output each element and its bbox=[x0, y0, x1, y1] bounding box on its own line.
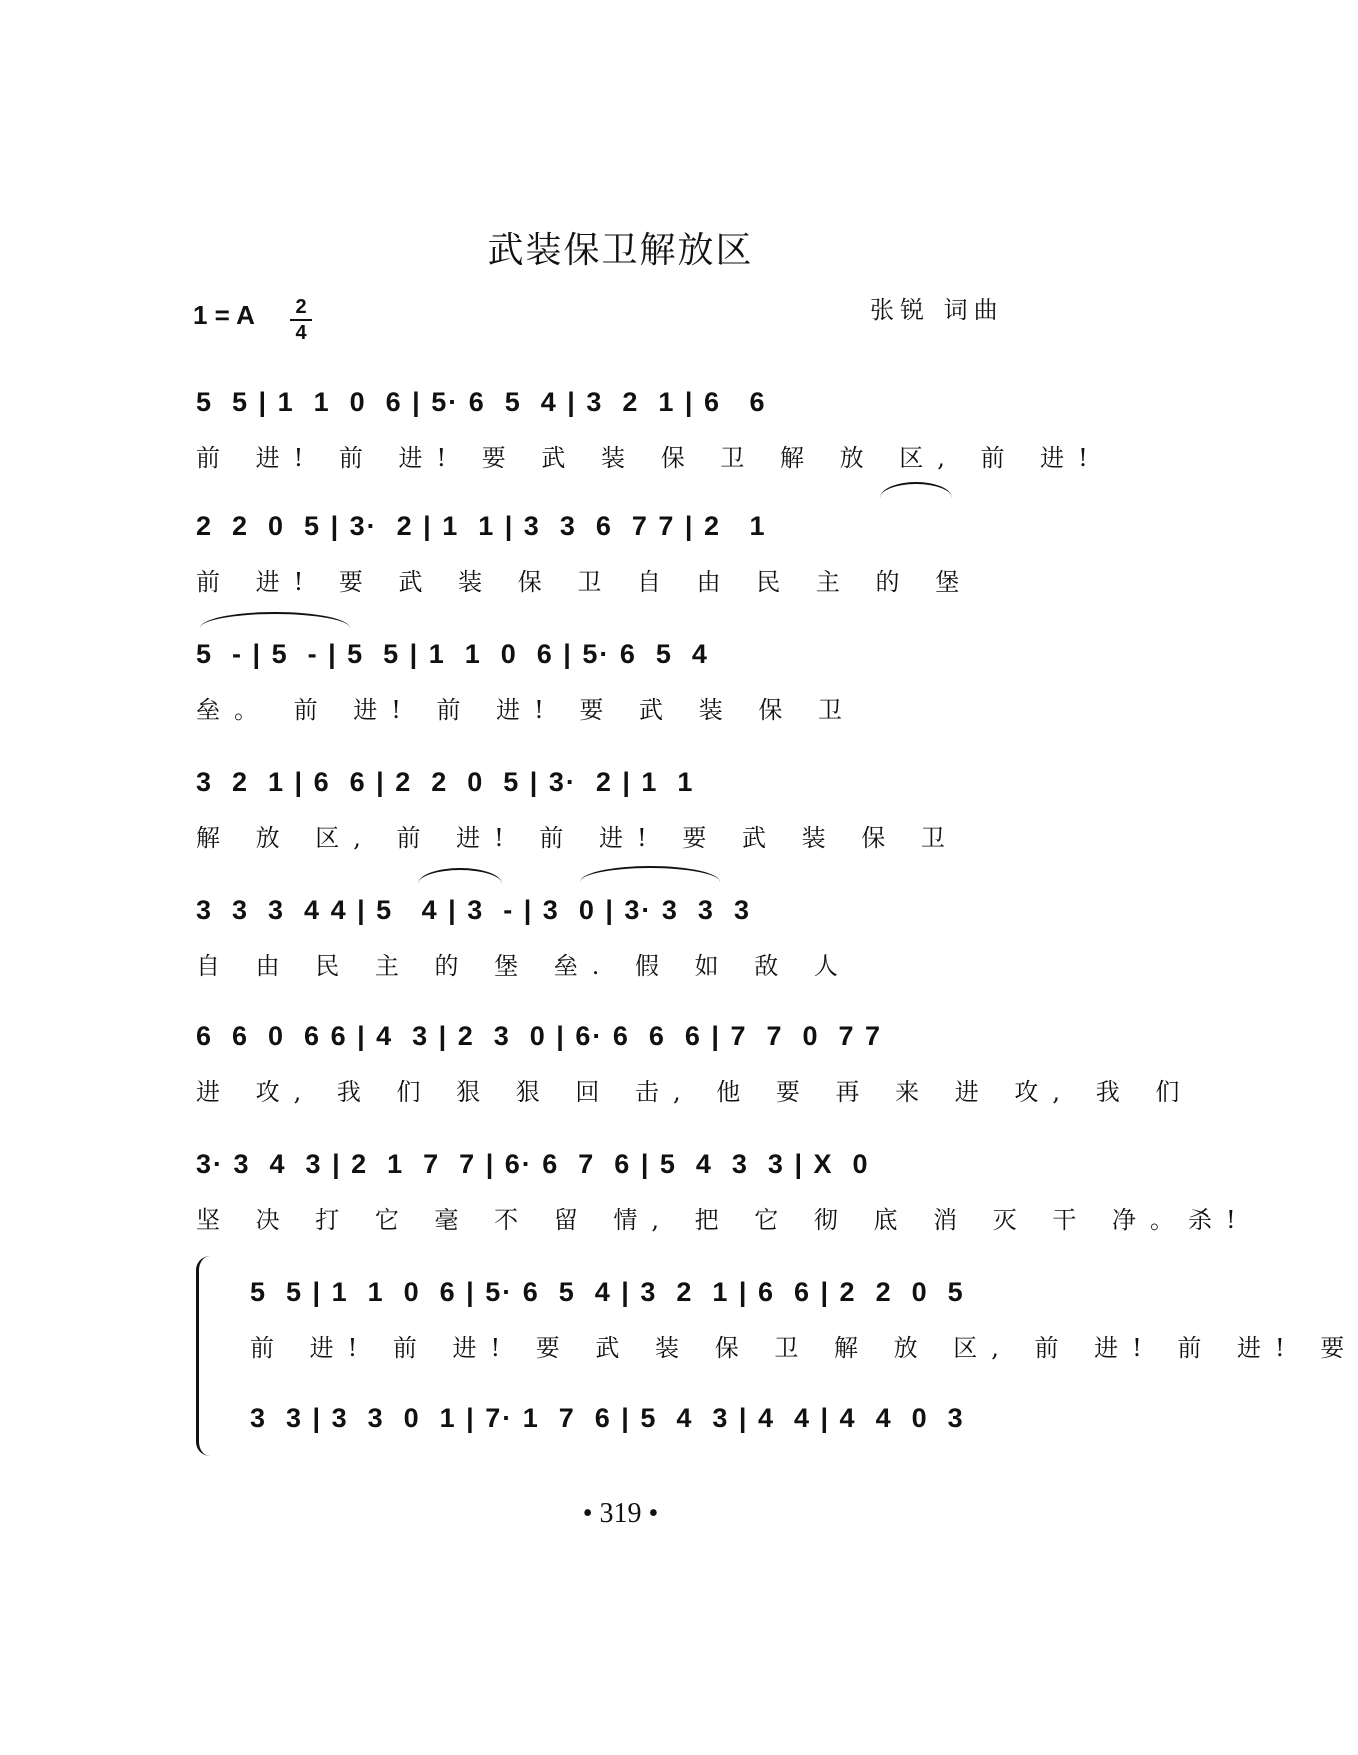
notation-line bbox=[196, 368, 1032, 436]
lyrics-line: 前 进! 前 进! 要 武 装 保 卫 解 放 区, 前 进! 前 进! 要 bbox=[250, 1334, 1358, 1362]
lyrics-line: 前 进! 前 进! 要 武 装 保 卫 解 放 区, 前 进! bbox=[196, 444, 1102, 472]
song-title: 武装保卫解放区 bbox=[487, 230, 754, 271]
notes: 6 6 0 6 6 | 4 3 | 2 3 0 | 6· 6 6 6 | 7 7 0 7 7 bbox=[196, 1020, 883, 1051]
notes: 2 2 0 5 | 3· 2 | 1 1 | 3 3 6 7 7 | 2 1 bbox=[196, 510, 767, 541]
notes: 3 3 | 3 3 0 1 | 7· 1 7 6 | 5 4 3 | 4 4 | 4 4 0 3 bbox=[250, 1402, 965, 1433]
lyrics-line: 自 由 民 主 的 堡 垒. 假 如 敌 人 bbox=[196, 952, 852, 980]
score-system-8 bbox=[250, 1258, 1358, 1363]
notation-line bbox=[250, 1384, 1030, 1452]
time-signature-bottom: 4 bbox=[295, 322, 307, 344]
score-system-1 bbox=[196, 368, 1102, 473]
lyrics-line: 前 进! 要 武 装 保 卫 自 由 民 主 的 堡 bbox=[196, 568, 974, 596]
key-signature: 1 = A bbox=[193, 300, 255, 330]
notation-line bbox=[196, 876, 1032, 944]
slur-mark bbox=[580, 866, 720, 882]
score-system-7 bbox=[196, 1130, 1250, 1235]
score-system-2 bbox=[196, 492, 1032, 597]
page-number: • 319 • bbox=[582, 1498, 659, 1529]
composer-credit: 张锐 词曲 bbox=[870, 296, 1004, 324]
score-system-3 bbox=[196, 620, 1032, 725]
score-system-9 bbox=[250, 1384, 1030, 1452]
score-system-4 bbox=[196, 748, 1032, 853]
time-signature-top: 2 bbox=[295, 296, 307, 318]
slur-mark bbox=[880, 482, 952, 498]
notes: 3 2 1 | 6 6 | 2 2 0 5 | 3· 2 | 1 1 bbox=[196, 766, 695, 797]
slur-mark bbox=[418, 868, 502, 884]
lyrics-line: 进 攻, 我 们 狠 狠 回 击, 他 要 再 来 进 攻, 我 们 bbox=[196, 1078, 1194, 1106]
score-system-5 bbox=[196, 876, 1032, 981]
notation-line bbox=[196, 492, 1032, 560]
notation-line bbox=[196, 1002, 1032, 1070]
lyrics-line: 坚 决 打 它 毫 不 留 情, 把 它 彻 底 消 灭 干 净。杀! bbox=[196, 1206, 1250, 1234]
notes: 3 3 3 4 4 | 5 4 | 3 - | 3 0 | 3· 3 3 3 bbox=[196, 894, 751, 925]
notes: 3· 3 4 3 | 2 1 7 7 | 6· 6 7 6 | 5 4 3 3 | X 0 bbox=[196, 1148, 870, 1179]
lyrics-line: 解 放 区, 前 进! 前 进! 要 武 装 保 卫 bbox=[196, 824, 959, 852]
system-brace bbox=[196, 1256, 221, 1456]
notation-line bbox=[196, 620, 1032, 688]
slur-mark bbox=[200, 612, 350, 628]
time-signature bbox=[290, 296, 312, 344]
notes: 5 5 | 1 1 0 6 | 5· 6 5 4 | 3 2 1 | 6 6 | 2 2 0 5 bbox=[250, 1276, 965, 1307]
notes: 5 5 | 1 1 0 6 | 5· 6 5 4 | 3 2 1 | 6 6 bbox=[196, 386, 767, 417]
score-system-6 bbox=[196, 1002, 1194, 1107]
notation-line bbox=[196, 748, 1032, 816]
notation-line bbox=[250, 1258, 1030, 1326]
notes: 5 - | 5 - | 5 5 | 1 1 0 6 | 5· 6 5 4 bbox=[196, 638, 709, 669]
time-signature-divider bbox=[290, 319, 312, 321]
notation-line bbox=[196, 1130, 1032, 1198]
lyrics-line: 垒。 前 进! 前 进! 要 武 装 保 卫 bbox=[196, 696, 856, 724]
